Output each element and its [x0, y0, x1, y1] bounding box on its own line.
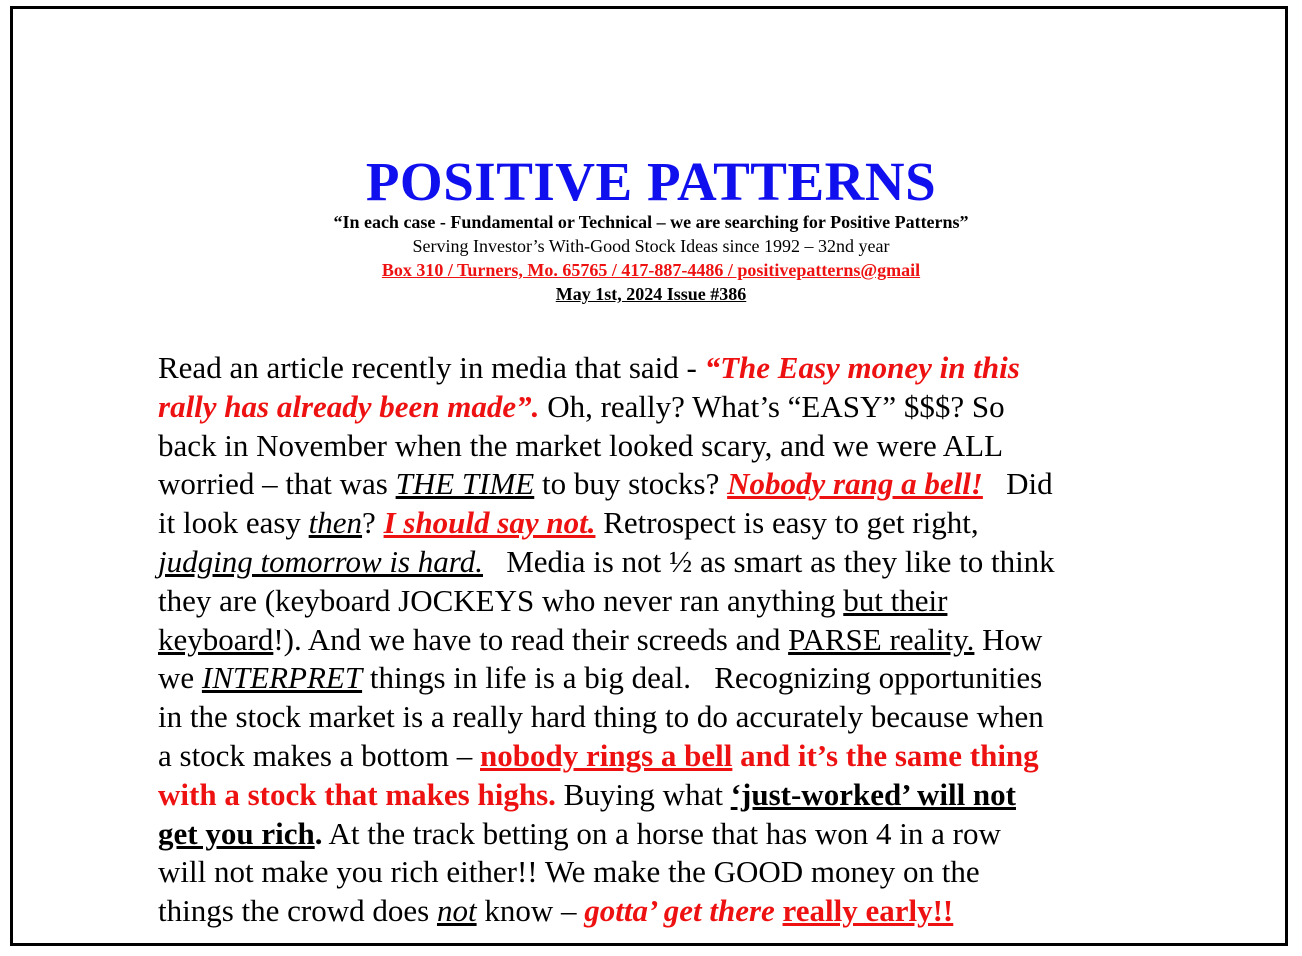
article-line: [158, 698, 1158, 737]
text-run: it look easy: [158, 505, 309, 541]
text-run: will not make you rich either!! We make the GOOD money on the: [158, 854, 980, 890]
text-run: back in November when the market looked scary, and we were ALL: [158, 427, 1004, 463]
text-run: Media is not ½ as smart as they like to think: [482, 543, 1055, 579]
article-line: [158, 621, 1158, 660]
article-line: [158, 349, 1158, 388]
red-emphasis: nobody rings a bell: [480, 737, 733, 773]
issue-date: May 1st, 2024 Issue #386: [555, 284, 747, 304]
quote-highlight: rally has already been made”.: [158, 388, 540, 424]
contact-line: Box 310 / Turners, Mo. 65765 / 417-887-4486 / positivepatterns@gmail: [381, 260, 921, 280]
text-run: know –: [476, 893, 585, 929]
text-run: to buy stocks?: [534, 466, 728, 502]
emphasis: then: [308, 505, 363, 541]
emphasis: not: [436, 893, 477, 929]
text-run: Oh, really? What’s “EASY” $$$? So: [539, 388, 1005, 424]
red-text: with a stock that makes highs.: [158, 776, 556, 812]
text-run: ?: [362, 505, 384, 541]
text-run: things in life is a big deal. Recognizing opportunities: [362, 660, 1043, 696]
emphasis: INTERPRET: [201, 660, 363, 696]
text-run: worried – that was: [158, 466, 396, 502]
underlined-text: keyboard: [158, 621, 274, 657]
underlined-text: but their: [843, 582, 948, 618]
text-run: !). And we have to read their screeds and: [273, 621, 789, 657]
text-run: At the track betting on a horse that has won 4 in a row: [322, 815, 1001, 851]
article-line: [158, 892, 1158, 931]
bold-emphasis: ‘just-worked’ will not: [730, 776, 1016, 812]
article-line: [158, 776, 1158, 815]
quote-highlight: “The Easy money in this: [704, 350, 1020, 385]
red-text: and it’s the same thing: [732, 737, 1039, 773]
text-run: How: [974, 621, 1043, 657]
newsletter-title: POSITIVE PATTERNS: [365, 151, 937, 212]
text-run: [775, 893, 783, 928]
text-run: a stock makes a bottom –: [158, 737, 480, 773]
red-emphasis: really early!!: [782, 893, 954, 929]
text-run: .: [314, 815, 323, 851]
masthead: [0, 150, 1302, 306]
red-emphasis: Nobody rang a bell!: [727, 466, 983, 502]
text-run: Did: [982, 466, 1053, 502]
text-run: Retrospect is easy to get right,: [595, 505, 979, 541]
article-line: [158, 659, 1158, 698]
article-line: [158, 504, 1158, 543]
red-emphasis: I should say not.: [383, 505, 596, 541]
red-emphasis: gotta’ get there: [584, 893, 775, 929]
text-run: Buying what: [555, 776, 731, 812]
article-line: [158, 737, 1158, 776]
article-line: [158, 853, 1158, 892]
emphasis: judging tomorrow is hard.: [158, 543, 483, 579]
article-line: [158, 427, 1158, 466]
text-run: things the crowd does: [158, 893, 437, 929]
text-run: they are (keyboard JOCKEYS who never ran anything: [158, 582, 844, 618]
article-body: [158, 349, 1158, 931]
article-line: [158, 582, 1158, 621]
article-line: [158, 815, 1158, 854]
emphasis: THE TIME: [395, 466, 535, 502]
motto: “In each case - Fundamental or Technical – we are searching for Positive Patterns”: [333, 212, 969, 232]
article-line: [158, 388, 1158, 427]
article-line: [158, 465, 1158, 504]
article-line: [158, 543, 1158, 582]
text-run: in the stock market is a really hard thing to do accurately because when: [158, 699, 1044, 735]
bold-emphasis: get you rich: [158, 815, 315, 851]
text-run: we: [158, 660, 202, 696]
text-run: Read an article recently in media that said -: [158, 350, 705, 385]
underlined-text: PARSE reality.: [788, 621, 975, 657]
serving-line: Serving Investor’s With-Good Stock Ideas since 1992 – 32nd year: [412, 236, 890, 256]
